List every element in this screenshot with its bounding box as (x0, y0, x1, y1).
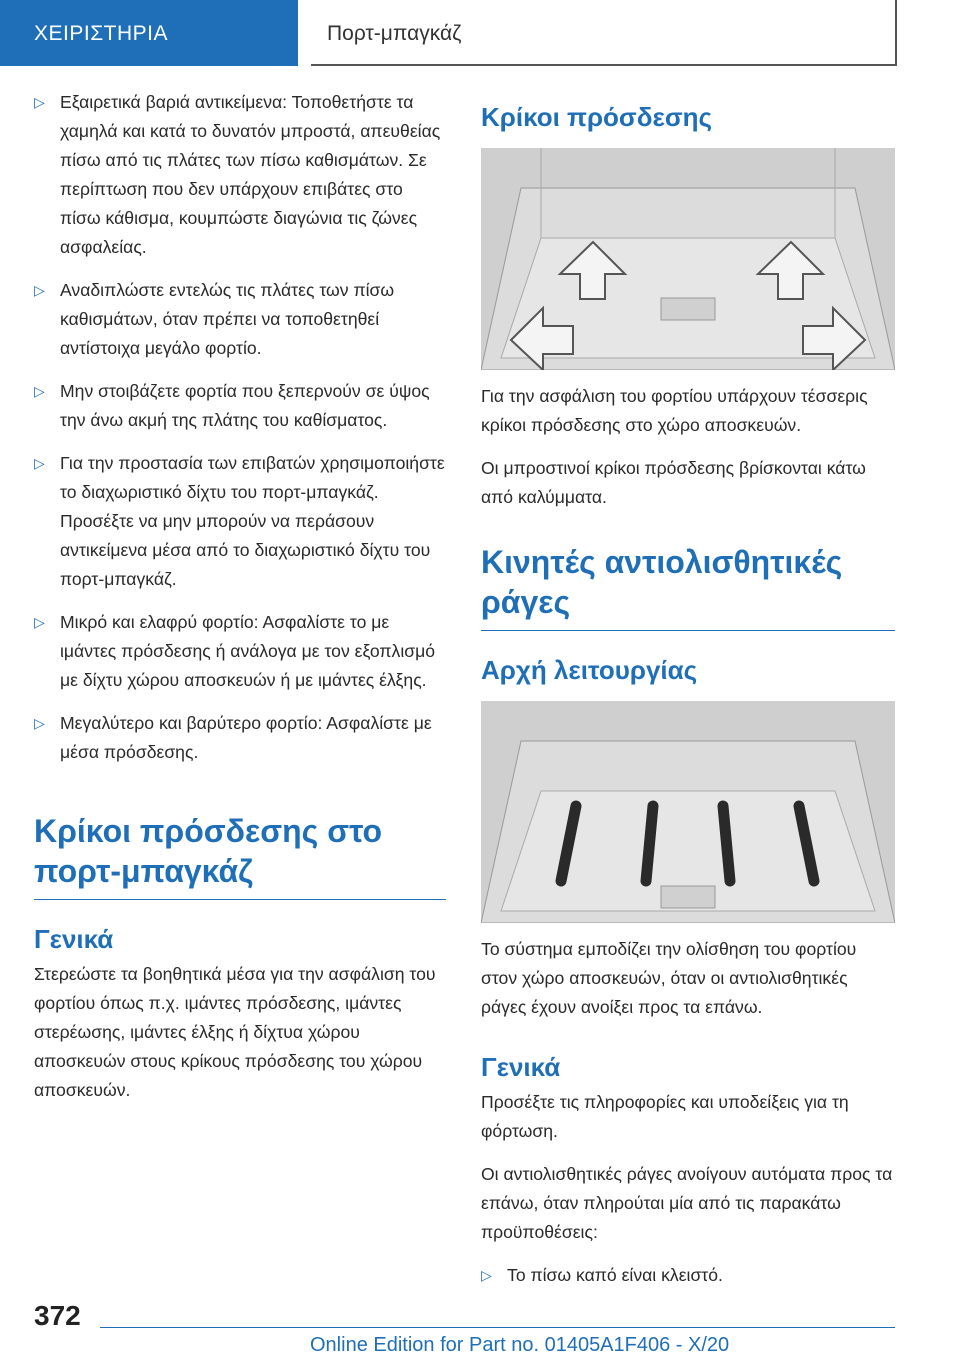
right-column (481, 100, 895, 1304)
list-item: ▷ Μην στοιβάζετε φορτία που ξεπερνούν σε ύψος την άνω ακμή της πλάτης του καθίσματος. (34, 377, 446, 435)
triangle-bullet-icon: ▷ (34, 383, 45, 399)
list-item: ▷ Μικρό και ελαφρύ φορτίο: Ασφαλίστε το με ιμάντες πρόσδεσης ή ανάλογα με τον εξοπλισμό με δίχτυ χώρου αποσκευών ή με ιμάντες έλξης. (34, 608, 446, 695)
list-item: ▷ Εξαιρετικά βαριά αντικείμενα: Τοποθετήστε τα χαμηλά και κατά το δυνατόν μπροστά, απευθείας πίσω από τις πλάτες των πίσω καθισμάτων. Σε περίπτωση που δεν υπάρχουν επιβάτες στο πίσω κάθισμα, κουμπώστε διαγώνια τις ζώνες ασφαλείας. (34, 88, 446, 262)
footer-divider (100, 1327, 895, 1328)
list-item: ▷ Μεγαλύτερο και βαρύτερο φορτίο: Ασφαλίστε με μέσα πρόσδεσης. (34, 709, 446, 767)
page-number: 372 (34, 1300, 81, 1331)
subsection-heading: Αρχή λειτουργίας (481, 655, 698, 685)
lashing-eyes-figure (481, 148, 895, 370)
chapter-title: Πορτ-μπαγκάζ (327, 22, 462, 45)
section-heading: Κινητές αντιολισθητικές ράγες (481, 542, 895, 631)
subsection-heading: Γενικά (481, 1052, 561, 1082)
paragraph: Στερεώστε τα βοηθητικά μέσα για την ασφάλιση του φορτίου όπως π.χ. ιμάντες πρόσδεσης, ιμάντες στερέωσης, ιμάντες έλξης ή δίχτυα χώρου αποσκευών στους κρίκους πρόσδεσης του χώρου αποσκευών. (34, 964, 436, 1100)
list-item: ▷ Αναδιπλώστε εντελώς τις πλάτες των πίσω καθισμάτων, όταν πρέπει να τοποθετηθεί αντίστοιχα μεγάλο φορτίο. (34, 276, 446, 363)
section-title: ΧΕΙΡΙΣΤΗΡΙΑ (34, 22, 169, 45)
edition-footer: Online Edition for Part no. 01405A1F406 - X/20 (310, 1334, 730, 1356)
triangle-bullet-icon: ▷ (34, 94, 45, 110)
triangle-bullet-icon: ▷ (481, 1267, 492, 1283)
triangle-bullet-icon: ▷ (34, 282, 45, 298)
paragraph: Προσέξτε τις πληροφορίες και υποδείξεις για τη φόρτωση. (481, 1092, 849, 1141)
anti-slip-rails-figure (481, 701, 895, 923)
trunk-rails-illustration (481, 701, 895, 923)
triangle-bullet-icon: ▷ (34, 455, 45, 471)
subsection-heading: Κρίκοι πρόσδεσης (481, 102, 713, 132)
list-item: ▷ Το πίσω καπό είναι κλειστό. (481, 1261, 895, 1290)
chapter-header (311, 0, 897, 66)
triangle-bullet-icon: ▷ (34, 715, 45, 731)
trunk-arrows-illustration (481, 148, 895, 370)
paragraph: Οι μπροστινοί κρίκοι πρόσδεσης βρίσκονται κάτω από καλύμματα. (481, 458, 866, 507)
subsection-heading: Γενικά (34, 924, 114, 954)
section-heading: Κρίκοι πρόσδεσης στο πορτ-μπαγκάζ (34, 811, 446, 900)
left-column (34, 88, 446, 1119)
section-tab (0, 0, 298, 66)
paragraph: Για την ασφάλιση του φορτίου υπάρχουν τέσσερις κρίκοι πρόσδεσης στο χώρο αποσκευών. (481, 386, 868, 435)
paragraph: Το σύστημα εμποδίζει την ολίσθηση του φορτίου στον χώρο αποσκευών, όταν οι αντιολισθητικές ράγες έχουν ανοίξει προς τα επάνω. (481, 939, 857, 1017)
list-item: ▷ Για την προστασία των επιβατών χρησιμοποιήστε το διαχωριστικό δίχτυ του πορτ-μπαγκάζ. Προσέξτε να μην μπορούν να περάσουν αντικείμενα μέσα από το διαχωριστικό δίχτυ του πορτ-μπαγκάζ. (34, 449, 446, 594)
triangle-bullet-icon: ▷ (34, 614, 45, 630)
paragraph: Οι αντιολισθητικές ράγες ανοίγουν αυτόματα προς τα επάνω, όταν πληρούται μία από τις παρακάτω προϋποθέσεις: (481, 1164, 893, 1242)
